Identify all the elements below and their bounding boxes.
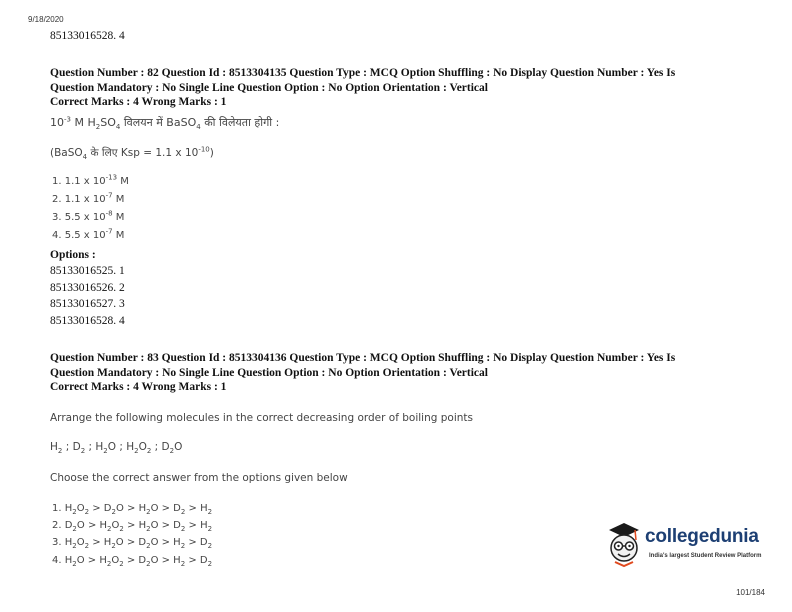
q82-question: $10^{-3}$ M $H_2SO_4$ विलयन में BaSO$_4$ की विलेयता होगी : [50, 115, 280, 132]
collegedunia-logo [605, 520, 765, 574]
q83-option-3: 3. $H_2O_2 > H_2O > D_2O > H_2 > D_2$ [52, 537, 213, 550]
q82-option-id-4: 85133016528. 4 [50, 315, 125, 327]
q83-choose-text: Choose the correct answer from the options given below [50, 472, 348, 484]
q82-option-id-3: 85133016527. 3 [50, 298, 125, 310]
q82-marks: Correct Marks : 4 Wrong Marks : 1 [50, 96, 227, 108]
q83-marks: Correct Marks : 4 Wrong Marks : 1 [50, 381, 227, 393]
q82-meta-line2: Question Mandatory : No Single Line Question Option : No Option Orientation : Vertical [50, 81, 488, 94]
q83-option-4: 4. $H_2O > H_2O_2 > D_2O > H_2 > D_2$ [52, 555, 213, 568]
q82-option-1: 1. 1.1 x $10^{-13}$ M [52, 173, 129, 187]
print-date: 9/18/2020 [28, 15, 64, 24]
page-number: 101/184 [736, 588, 765, 597]
q82-meta-line1: Question Number : 82 Question Id : 8513304135 Question Type : MCQ Option Shuffling : No Display Question Number : Yes Is [50, 67, 676, 79]
q82-option-4: 4. 5.5 x $10^{-7}$ M [52, 227, 125, 241]
q83-meta-line1: Question Number : 83 Question Id : 8513304136 Question Type : MCQ Option Shuffling : No Display Question Number : Yes Is [50, 352, 676, 364]
q83-option-1: 1. $H_2O_2 > D_2O > H_2O > D_2 > H_2$ [52, 503, 213, 516]
q82-option-2: 2. 1.1 x $10^{-7}$ M [52, 191, 125, 205]
graduate-face-icon [605, 520, 643, 570]
q83-option-2: 2. $D_2O > H_2O_2 > H_2O > D_2 > H_2$ [52, 520, 213, 533]
q83-molecule-list: $H_2$ ; $D_2$ ; $H_2O$ ; $H_2O_2$ ; $D_2O$ [50, 441, 183, 456]
q83-meta [50, 351, 740, 395]
logo-brand: collegedunia [645, 526, 759, 547]
top-option-id: 85133016528. 4 [50, 30, 125, 42]
q82-meta [50, 66, 740, 110]
q83-meta-line2: Question Mandatory : No Single Line Question Option : No Option Orientation : Vertical [50, 366, 488, 379]
q82-option-3: 3. 5.5 x $10^{-8}$ M [52, 209, 125, 223]
q82-option-id-2: 85133016526. 2 [50, 282, 125, 294]
q82-options-label: Options : [50, 249, 96, 261]
q83-question: Arrange the following molecules in the correct decreasing order of boiling points [50, 412, 473, 424]
q82-ksp-note: (BaSO$_4$ के लिए Ksp = 1.1 x $10^{-10}$) [50, 145, 214, 162]
logo-tagline: India's largest Student Review Platform [649, 553, 762, 559]
q82-option-id-1: 85133016525. 1 [50, 265, 125, 277]
